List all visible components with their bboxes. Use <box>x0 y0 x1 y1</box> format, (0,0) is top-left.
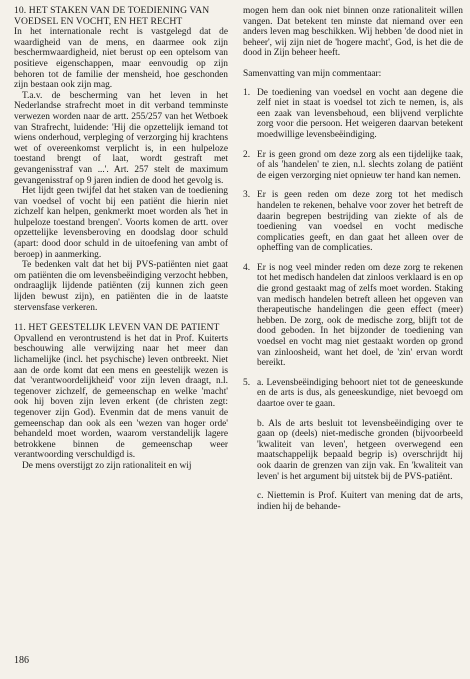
paragraph: In het internationale recht is vastgelegd dat de waardigheid van de mens, en daarmee ook zijn beschermwaardigheid, niet berust op een optelsom van positieve eigenschappen, maar eenvoudig op zijn behoren tot de familie der mensheid, hoe geschonden zijn bestaan ook zijn mag. <box>14 27 228 91</box>
section-heading-10: 10. HET STAKEN VAN DE TOEDIENING VAN VOEDSEL EN VOCHT, EN HET RECHT <box>14 5 210 27</box>
left-column <box>14 6 228 472</box>
summary-list <box>243 88 463 513</box>
section-heading-11: 11. HET GEESTELIJK LEVEN VAN DE PATIENT <box>14 322 220 334</box>
list-item-number: 3. <box>243 190 251 201</box>
list-item-text: c. Niettemin is Prof. Kuitert van mening dat de arts, indien hij de behande- <box>257 491 463 512</box>
list-item-number: 2. <box>243 149 251 160</box>
list-item-text: a. Levensbeëindiging behoort niet tot de geneeskunde en de arts is dus, als geneeskundige, niet bevoegd om daartoe over te gaan. <box>257 377 463 409</box>
paragraph: De mens overstijgt zo zijn rationaliteit en wij <box>22 460 192 471</box>
list-item-text: Er is geen reden om deze zorg tot het medisch handelen te rekenen, behalve voor zover het betreft de daarin begrepen bestrijding van ziekte of als de toediening van voedsel en vocht medische complicaties geeft, en dan gaat het alleen over de opheffing van de complicaties. <box>257 190 463 254</box>
list-item-text: De toediening van voedsel en vocht aan degene die zelf niet in staat is voedsel tot zich te nemen, is, als een zaak van levensbehoud, een blijvend verplichte zorg voor die persoon. Het weigeren daarvan betekent moedwillige levensbeëindiging. <box>257 87 463 140</box>
page-number: 186 <box>14 655 29 666</box>
list-item <box>243 378 463 410</box>
list-item <box>243 491 463 512</box>
paragraph: Het lijdt geen twijfel dat het staken van de toediening van voedsel of vocht bij een patiënt die hierin niet zichzelf kan helpen, genkmerkt moet worden als 'het in hulpeloze toestand brengen'. Voorts komen de artt. over opzettelijke levensberoving en doodslag door schuld (apart: dood door schuld in de uitoefening van ambt of beroep) in aanmerking. <box>14 186 228 260</box>
right-column <box>243 6 463 521</box>
paragraph: mogen hem dan ook niet binnen onze rationaliteit willen vangen. Dat betekent ten minste dat niemand over een anders leven mag beschikken. Wij hebben 'de dood niet in beheer', wij zijn niet de 'hogere macht', God, is het die de dood in Zijn beheer heeft. <box>243 6 463 59</box>
list-item <box>243 419 463 483</box>
list-item-text: Er is geen grond om deze zorg als een tijdelijke taak, of als 'handelen' te zien, n.l. slechts zolang de patiënt de eigen verzorging niet opnieuw ter hand kan nemen. <box>257 149 463 181</box>
list-item-number: 5. <box>243 377 251 388</box>
paragraph: Opvallend en verontrustend is het dat in Prof. Kuiterts beschouwing alle verwijzing naar het meer dan lichamelijke (incl. het psychische) leven ontbreekt. Niet aan de orde komt dat een mens en geestelijk wezen is dat 'verantwoordelijkheid' voor zijn leven draagt, n.l. tegenover zichzelf, de gemeenschap en welke 'macht' ook hij boven zijn leven erkent (de christen zegt: tegenover zijn God). Evenmin dat de mens vanuit de gemeenschap dan ook als een 'wezen van hoger orde' behandeld moet worden, waarom verstandelijk lagere betrokkene binnen de gemeenschap weer verantwoording verschuldigd is. <box>14 333 228 461</box>
summary-heading: Samenvatting van mijn commentaar: <box>243 68 382 79</box>
list-item-number: 4. <box>243 262 251 273</box>
list-item <box>243 190 463 254</box>
list-item <box>243 88 463 141</box>
list-item-number: 1. <box>243 87 251 98</box>
list-item <box>243 150 463 182</box>
list-item-text: b. Als de arts besluit tot levensbeëindiging over te gaan op (deels) niet-medische gronden (bijvoorbeeld 'kwaliteit van leven', hetgeen overwegend een maatschappelijk bepaald begrip is) overschrijdt hij ook daarin de grenzen van zijn vak. En 'kwaliteit van leven' is het argument bij uitstek bij de PVS-patiënt. <box>257 418 463 482</box>
list-item-number <box>243 419 257 483</box>
list-item <box>243 263 463 369</box>
list-item-text: Er is nog veel minder reden om deze zorg te rekenen tot het medisch handelen dat zinloos verklaard is en op die grond gestaakt mag of zelfs moet worden. Staking van medisch handelen betreft alleen het opgeven van therapeutische handelingen die geen effect (meer) hebben. De zorg, ook de medische zorg, blijft tot de dood geboden. In het bijzonder de toediening van voedsel en vocht mag niet gestaakt worden op grond van zinloosheid, want het doel, de 'zin' ervan wordt bereikt. <box>257 262 463 369</box>
list-item-number <box>243 491 257 512</box>
paragraph: T.a.v. de bescherming van het leven in het Nederlandse strafrecht moet in dit verband temminste verwezen worden naar de artt. 255/257 van het Wetboek van Strafrecht, luidende: 'Hij die opzettelijk iemand tot wiens onderhoud, verpleging of verzorging hij krachtens wet of overeenkomst verplicht is, in een hulpeloze toestand brengt of laat, wordt gestraft met gevangenisstraf van ...'. Art. 257 stelt de maximum gevangenisstraf op 9 jaren indien de dood het gevolg is. <box>14 90 228 186</box>
paragraph: Te bedenken valt dat het bij PVS-patiënten niet gaat om patiënten die om levensbeëindiging verzocht hebben, ondraaglijk lijdende patiënten (zij kunnen zich geen lijden bewust zijn), en patiënten die in de laatste stervensfase verkeren. <box>14 260 228 313</box>
